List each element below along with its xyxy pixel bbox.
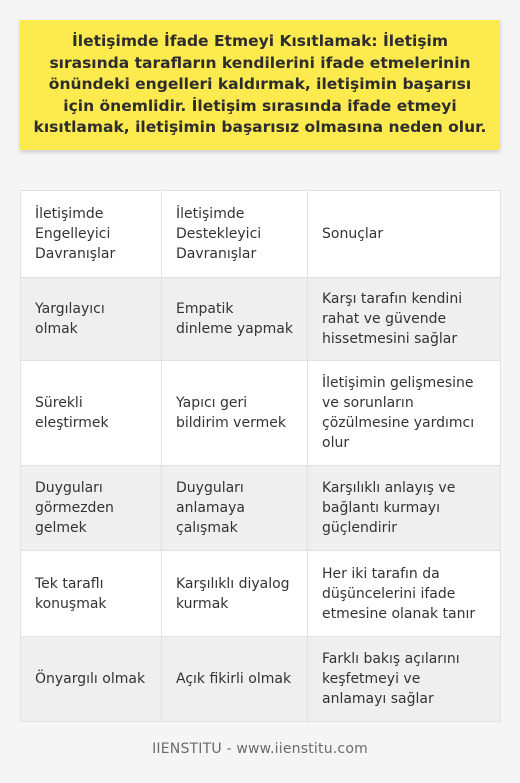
obstructive-behavior-cell: Yargılayıcı olmak <box>21 278 162 361</box>
comparison-table <box>20 190 501 722</box>
result-cell: Karşılıklı anlayış ve bağlantı kurmayı güçlendirir <box>308 466 501 551</box>
obstructive-behavior-cell: Duyguları görmezden gelmek <box>21 466 162 551</box>
header-cell-supportive: İletişimde Destekleyici Davranışlar <box>162 191 308 278</box>
footer-credit: IIENSTITU - www.iienstitu.com <box>152 741 368 757</box>
header-cell-obstructive: İletişimde Engelleyici Davranışlar <box>21 191 162 278</box>
supportive-behavior-cell: Karşılıklı diyalog kurmak <box>162 551 308 637</box>
result-cell: İletişimin gelişmesine ve sorunların çözülmesine yardımcı olur <box>308 361 501 466</box>
result-cell: Farklı bakış açılarını keşfetmeyi ve anlamayı sağlar <box>308 637 501 722</box>
comparison-table-container <box>20 190 500 722</box>
banner-text: İletişimde İfade Etmeyi Kısıtlamak: İletişim sırasında tarafların kendilerini ifade etmelerinin önündeki engelleri kaldırmak, iletişimin başarısı için önemlidir. İletişim sırasında ifade etmeyi kısıtlamak, iletişimin başarısız olmasına neden olur. <box>33 32 487 136</box>
summary-banner <box>20 20 500 150</box>
supportive-behavior-cell: Duyguları anlamaya çalışmak <box>162 466 308 551</box>
supportive-behavior-cell: Empatik dinleme yapmak <box>162 278 308 361</box>
table-row <box>21 637 501 722</box>
obstructive-behavior-cell: Tek taraflı konuşmak <box>21 551 162 637</box>
table-header-row <box>21 191 501 278</box>
result-cell: Karşı tarafın kendini rahat ve güvende hissetmesini sağlar <box>308 278 501 361</box>
result-cell: Her iki tarafın da düşüncelerini ifade etmesine olanak tanır <box>308 551 501 637</box>
header-cell-results: Sonuçlar <box>308 191 501 278</box>
table-row <box>21 361 501 466</box>
table-row <box>21 466 501 551</box>
supportive-behavior-cell: Yapıcı geri bildirim vermek <box>162 361 308 466</box>
table-row <box>21 551 501 637</box>
obstructive-behavior-cell: Önyargılı olmak <box>21 637 162 722</box>
obstructive-behavior-cell: Sürekli eleştirmek <box>21 361 162 466</box>
supportive-behavior-cell: Açık fikirli olmak <box>162 637 308 722</box>
table-row <box>21 278 501 361</box>
